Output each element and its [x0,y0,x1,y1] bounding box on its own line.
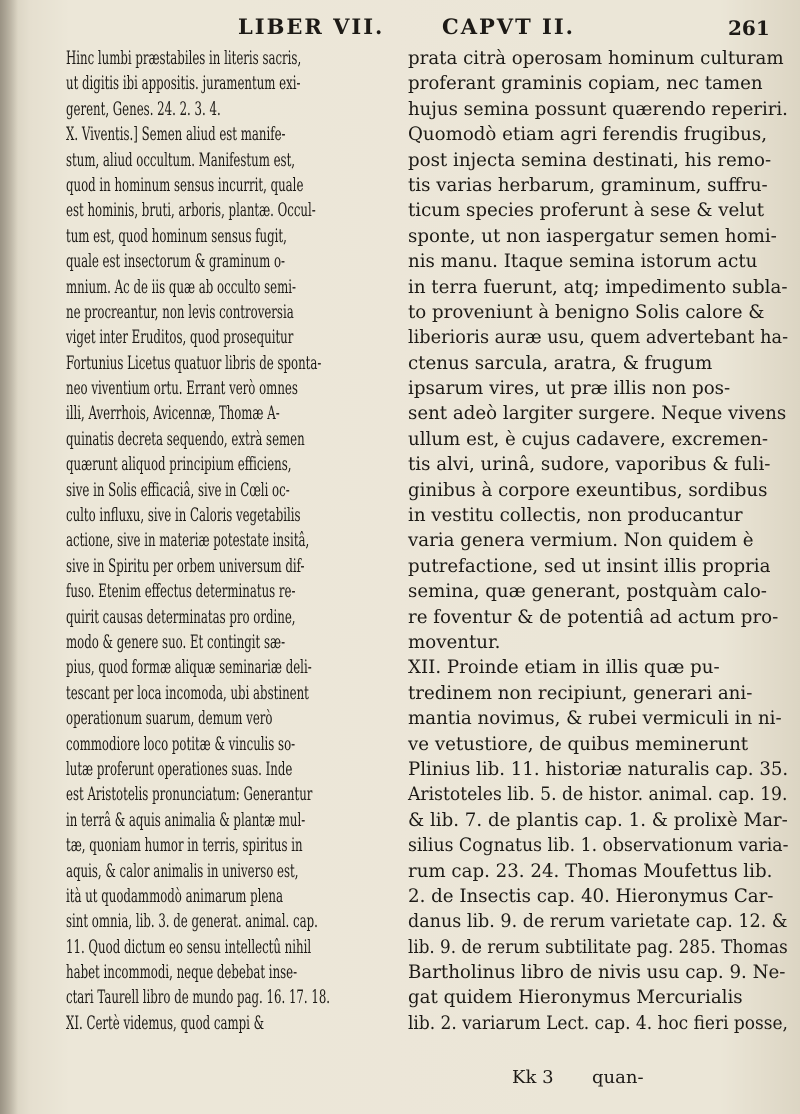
text-line: actione, sive in materiæ potestate insitâ, [66,530,310,552]
text-line: lutæ proferunt operationes suas. Inde [66,758,293,780]
text-line: culto influxu, sive in Caloris vegetabilis [66,505,301,527]
text-line: tescant per loca incomoda, ubi abstinent [66,682,309,704]
text-line: quale est insectorum & graminum o- [66,251,286,273]
text-line: semina, quæ generant, postquàm calo- [408,581,767,603]
text-line: gat quidem Hieronymus Mercurialis [408,987,743,1009]
text-line: 2. de Insectis cap. 40. Hieronymus Car- [408,885,774,907]
text-line: quirit causas determinatas pro ordine, [66,606,296,628]
text-line: fuso. Etenim effectus determinatus re- [66,581,296,603]
text-line: X. Viventis.] Semen aliud est manife- [66,124,286,146]
text-line: tis alvi, urinâ, sudore, vaporibus & fuli- [408,454,771,476]
text-line: in vestitu collectis, non producantur [408,505,743,527]
text-line: & lib. 7. de plantis cap. 1. & prolixè Mar- [408,809,788,831]
text-line: mantia novimus, & rubei vermiculi in ni- [408,708,782,730]
text-line: to proveniunt à benigno Solis calore & [408,301,765,323]
text-line: sive in Spiritu per orbem universum dif- [66,555,305,577]
text-line: hujus semina possunt quærendo reperiri. [408,98,788,120]
text-line: XII. Proinde etiam in illis quæ pu- [408,657,720,679]
text-line: quinatis decreta sequendo, extrà semen [66,428,305,450]
text-line: mnium. Ac de iis quæ ab occulto semi- [66,276,297,298]
running-header [0,14,800,44]
text-line: ve vetustiore, de quibus meminerunt [408,733,749,755]
catchword: quan- [592,1067,644,1088]
text-line: XI. Certè videmus, quod campi & [66,1012,265,1034]
text-line: est hominis, bruti, arboris, plantæ. Occul- [66,200,316,222]
text-line: varia genera vermium. Non quidem è [408,530,754,552]
text-line: ginibus à corpore exeuntibus, sordibus [408,479,768,501]
text-line: Aristoteles lib. 5. de histor. animal. cap. 19. [408,784,788,806]
text-line: commodiore loco potitæ & vinculis so- [66,733,296,755]
text-line: ipsarum vires, ut præ illis non pos- [408,378,731,400]
text-line: quærunt aliquod principium efficiens, [66,454,292,476]
text-line: tredinem non recipiunt, generari ani- [408,682,753,704]
binding-shadow [0,0,18,1114]
page-number: 261 [728,16,770,40]
right-column [408,46,788,1036]
text-line: sponte, ut non iaspergatur semen homi- [408,225,777,247]
text-line: liberioris auræ usu, quem advertebant ha- [408,327,789,349]
text-line: moventur. [408,631,501,653]
text-line: Hinc lumbi præstabiles in literis sacris, [66,48,302,69]
text-line: ità ut quodammodò animarum plena [66,885,283,907]
text-line: lib. 9. de rerum subtilitate pag. 285. Thomas [408,936,788,958]
text-line: ctenus sarcula, aratra, & frugum [408,352,713,374]
text-line: ctari Taurell libro de mundo pag. 16. 17. 18. [66,987,331,1009]
text-line: sive in Solis efficaciâ, sive in Cœli oc- [66,479,290,501]
text-line: Bartholinus libro de nivis usu cap. 9. Ne- [408,962,786,984]
text-line: quod in hominum sensus incurrit, quale [66,174,304,196]
text-line: habet incommodi, neque debebat inse- [66,962,298,984]
text-line: modo & genere suo. Et contingit sæ- [66,631,286,653]
text-line: re foventur & de potentiâ ad actum pro- [408,606,779,628]
text-line: putrefactione, sed ut insint illis propria [408,555,771,577]
text-line: silius Cognatus lib. 1. observationum varia- [408,835,789,857]
text-line: post injecta semina destinati, his remo- [408,149,772,171]
text-line: sint omnia, lib. 3. de generat. animal. cap. [66,911,318,933]
header-book: LIBER VII. [238,14,385,39]
text-line: est Aristotelis pronunciatum: Generantur [66,784,313,806]
text-line: ticum species proferunt à sese & velut [408,200,765,222]
text-line: 11. Quod dictum eo sensu intellectû nihil [66,936,312,958]
text-line: Plinius lib. 11. historiæ naturalis cap. 35. [408,758,789,780]
text-line: prata citrà operosam hominum culturam [408,48,784,69]
text-line: lib. 2. variarum Lect. cap. 4. hoc fieri posse, [408,1012,788,1034]
text-line: tis varias herbarum, graminum, suffru- [408,174,768,196]
text-line: danus lib. 9. de rerum varietate cap. 12. & [408,911,788,933]
signature-mark: Kk 3 [512,1067,554,1088]
text-line: pius, quod formæ aliquæ seminariæ deli- [66,657,312,679]
text-line: operationum suarum, demum verò [66,708,273,730]
text-line: in terrâ & aquis animalia & plantæ mul- [66,809,306,831]
text-line: ullum est, è cujus cadavere, excremen- [408,428,769,450]
text-line: rum cap. 23. 24. Thomas Moufettus lib. [408,860,773,882]
text-line: illi, Averrhois, Avicennæ, Thomæ A- [66,403,280,425]
text-line: Quomodò etiam agri ferendis frugibus, [408,124,767,146]
text-line: aquis, & calor animalis in universo est, [66,860,299,882]
text-line: ne procreantur, non levis controversia [66,301,294,323]
text-line: gerent, Genes. 24. 2. 3. 4. [66,98,221,120]
text-line: nis manu. Itaque semina istorum actu [408,251,758,273]
text-line: tum est, quod hominum sensus fugit, [66,225,287,247]
text-line: tæ, quoniam humor in terris, spiritus in [66,835,303,857]
text-line: in terra fuerunt, atq; impedimento subla- [408,276,788,298]
text-line: sent adeò largiter surgere. Neque vivens [408,403,787,425]
text-line: Fortunius Licetus quatuor libris de sponta- [66,352,322,374]
text-line: ut digitis ibi appositis. juramentum exi- [66,73,301,95]
text-line: proferant graminis copiam, nec tamen [408,73,763,95]
text-line: neo viventium ortu. Errant verò omnes [66,378,298,400]
text-line: viget inter Eruditos, quod prosequitur [66,327,294,349]
text-line: stum, aliud occultum. Manifestum est, [66,149,296,171]
header-chapter: CAPVT II. [442,14,575,39]
